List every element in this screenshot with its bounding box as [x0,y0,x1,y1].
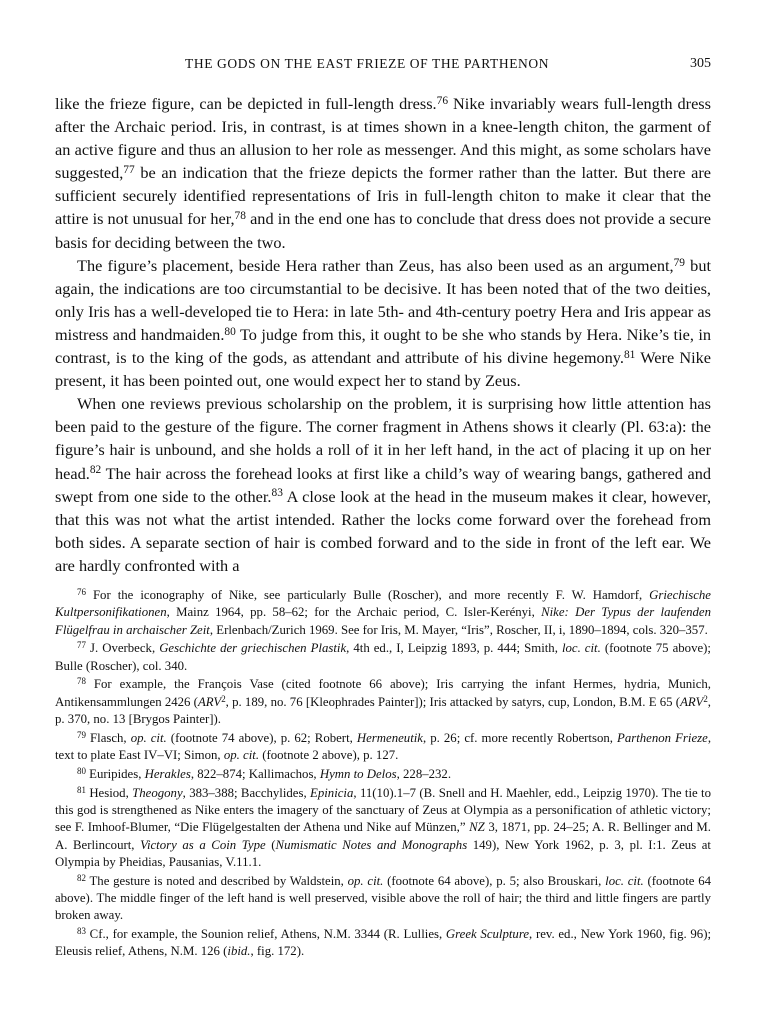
text-run: ( [265,837,276,852]
note-ref: 77 [123,164,135,177]
note-ref: 83 [271,487,283,500]
running-header [55,56,711,76]
text-run: , p. 189, no. 76 [Kleophrades Painter]); Iris attacked by satyrs, cup, London, B.M. E 65 ( [225,694,681,709]
text-run: Hesiod, [85,785,133,800]
italic-text: Numismatic Notes and Monographs [275,837,468,852]
italic-text: op. cit. [347,873,384,888]
note-ref: 81 [623,348,636,361]
italic-text: Herakles [144,766,191,781]
text-run: be an indication that the frieze depicts the former rather than the latter. But there are sufficient securely identified representations of Iris in full-length chiton to make it clear that the attire is not unusual for her, [55,163,711,229]
footnote-82 [55,873,711,925]
text-run: but again, the indications are too circumstantial to be decisive. It has been noted that of the two deities, only Iris has a well-developed tie to Hera: in late 5th- and 4th-century poetry Hera and Iris appear as mistress and handmaiden. [55,255,711,344]
footnote-81 [55,785,711,871]
italic-text: Hermeneutik [356,730,423,745]
italic-text: op. cit. [130,730,167,745]
paragraph [55,392,711,577]
text-run: , text to plate East IV–VI; Simon, [55,730,712,763]
text-run: and in the end one has to conclude that dress does not provide a secure basis for deciding between the two. [55,209,711,252]
italic-text: Nike: Der Typus der laufenden Flügelfrau in archaischer Zeit [55,605,711,637]
text-run: When one reviews previous scholarship on the problem, it is surprising how little attention has been paid to the gesture of the figure. The corner fragment in Athens shows it clearly (Pl. 63:a): the figure’s hair is unbound, and she holds a roll of it in her left hand, in the act of placing it up on her head. [55,394,711,483]
italic-text: NZ [469,820,485,835]
italic-text: Epinicia [310,785,354,800]
footnote-76 [55,587,711,639]
italic-text: Griechische Kultpersonifikationen [55,588,711,620]
text-run: (footnote 75 above); Bulle (Roscher), col. 340. [55,641,711,673]
note-ref: 82 [89,464,102,477]
text-run: The figure’s placement, beside Hera rather than Zeus, has also been used as an argument, [77,255,674,275]
note-ref: 2 [703,693,708,704]
note-ref: 83 [77,926,86,937]
text-run: Were Nike present, it has been pointed out, one would expect her to stand by Zeus. [55,348,711,391]
italic-text: ibid. [227,944,251,959]
text-run: 149), New York 1962, p. 3, pl. I:1. Zeus at Olympia by Pheidias, Pausanias, V.11.1. [55,837,711,869]
text-run: To judge from this, it ought to be she who stands by Hera. Nike’s tie, in contrast, is to the king of the gods, as attendant and attribute of his divine hegemony. [55,324,712,368]
text-run: , p. 26; cf. more recently Robertson, [422,730,618,745]
note-ref: 81 [77,784,86,795]
text-run: , fig. 172). [250,944,305,959]
note-ref: 82 [77,872,86,883]
footnotes [55,587,711,962]
italic-text: ARV [680,694,704,709]
text-run: (footnote 2 above), p. 127. [259,748,399,763]
note-ref: 80 [224,325,236,338]
text-run: , 4th ed., I, Leipzig 1893, p. 444; Smith, [346,641,562,656]
note-ref: 76 [436,94,449,107]
italic-text: loc. cit. [561,641,601,656]
text-run: (footnote 74 above), p. 62; Robert, [166,730,357,745]
text-run: The gesture is noted and described by Waldstein, [85,873,348,888]
italic-text: Victory as a Coin Type [140,837,266,852]
text-run: Cf., for example, the Sounion relief, Athens, N.M. 3344 (R. Lullies, [85,927,446,942]
footnote-80 [55,766,711,783]
italic-text: Parthenon Frieze [617,730,708,745]
footnote-78 [55,676,711,728]
text-run: For example, the François Vase (cited footnote 66 above); Iris carrying the infant Hermes, hydria, Munich, Antikensammlungen 2426 ( [55,677,711,709]
note-ref: 77 [77,640,86,651]
italic-text: Hymn to Delos [319,766,397,781]
text-run: 3, 1871, pp. 24–25; A. R. Bellinger and M. A. Berlincourt, [55,820,712,852]
note-ref: 2 [221,693,226,704]
text-run: Euripides, [85,766,145,781]
note-ref: 79 [673,256,685,269]
text-run: , Erlenbach/Zurich 1969. See for Iris, M. Mayer, “Iris”, Roscher, II, i, 1890–1894, cols. 320–357. [209,622,708,637]
text-run: (footnote 64 above), p. 5; also Brouskari, [383,873,606,888]
text-run: , 383–388; Bacchylides, [182,785,311,800]
note-ref: 80 [77,765,86,776]
footnote-79 [55,730,711,765]
body-text [55,92,711,577]
running-title: THE GODS ON THE EAST FRIEZE OF THE PARTHENON [185,56,550,71]
text-run: For the iconography of Nike, see particularly Bulle (Roscher), and more recently F. W. Hamdorf, [85,588,650,602]
note-ref: 76 [77,586,86,597]
italic-text: ARV [197,694,222,709]
text-run: Nike invariably wears full-length dress after the Archaic period. Iris, in contrast, is at times shown in a knee-length chiton, the garment of an active figure and thus an allusion to her role as messenger. And this might, as some scholars have suggested, [55,94,711,183]
paragraph [55,92,711,254]
italic-text: op. cit. [223,748,260,763]
text-run: , 11(10).1–7 (B. Snell and H. Maehler, edd., Leipzig 1970). The tie to this god is strengthened as Nike enters the imagery of the sanctuary of Zeus at Olympia as a personification of athletic victory; see F. Imhoof-Blumer, “Die Flügelgestalten der Athena und Nike auf Münzen,” [55,785,711,835]
text-run: (footnote 64 above). The middle finger of the left hand is well preserved, visible above the roll of hair; the third and little fingers are partly broken away. [55,873,712,923]
note-ref: 79 [77,729,86,740]
text-run: Flasch, [85,730,131,745]
text-run: J. Overbeck, [85,641,160,656]
italic-text: Greek Sculpture [445,927,530,942]
text-run: , rev. ed., New York 1960, fig. 96); Eleusis relief, Athens, N.M. 126 ( [55,927,712,959]
footnote-77 [55,640,711,675]
text-run: A close look at the head in the museum makes it clear, however, that this was not what the artist intended. Rather the locks come forward over the forehead from both sides. A separate section of hair is combed forward and to the side in front of the left ear. We are hardly confronted with a [55,486,712,575]
text-run: like the frieze figure, can be depicted in full-length dress. [55,94,437,113]
page-number: 305 [690,56,711,71]
italic-text: Geschichte der griechischen Plastik [159,641,347,656]
paragraph [55,254,711,393]
text-run: The hair across the forehead looks at first like a child’s way of wearing bangs, gathered and swept from one side to the other. [55,463,711,506]
text-run: , p. 370, no. 13 [Brygos Painter]). [55,694,711,727]
text-run: , 228–232. [396,766,452,781]
text-run: , Mainz 1964, pp. 58–62; for the Archaic period, C. Isler-Kerényi, [166,605,542,620]
note-ref: 78 [234,210,246,223]
text-run: , 822–874; Kallimachos, [190,766,320,781]
note-ref: 78 [77,676,86,687]
footnote-83 [55,926,711,961]
italic-text: Theogony [132,785,183,800]
italic-text: loc. cit. [605,873,644,888]
